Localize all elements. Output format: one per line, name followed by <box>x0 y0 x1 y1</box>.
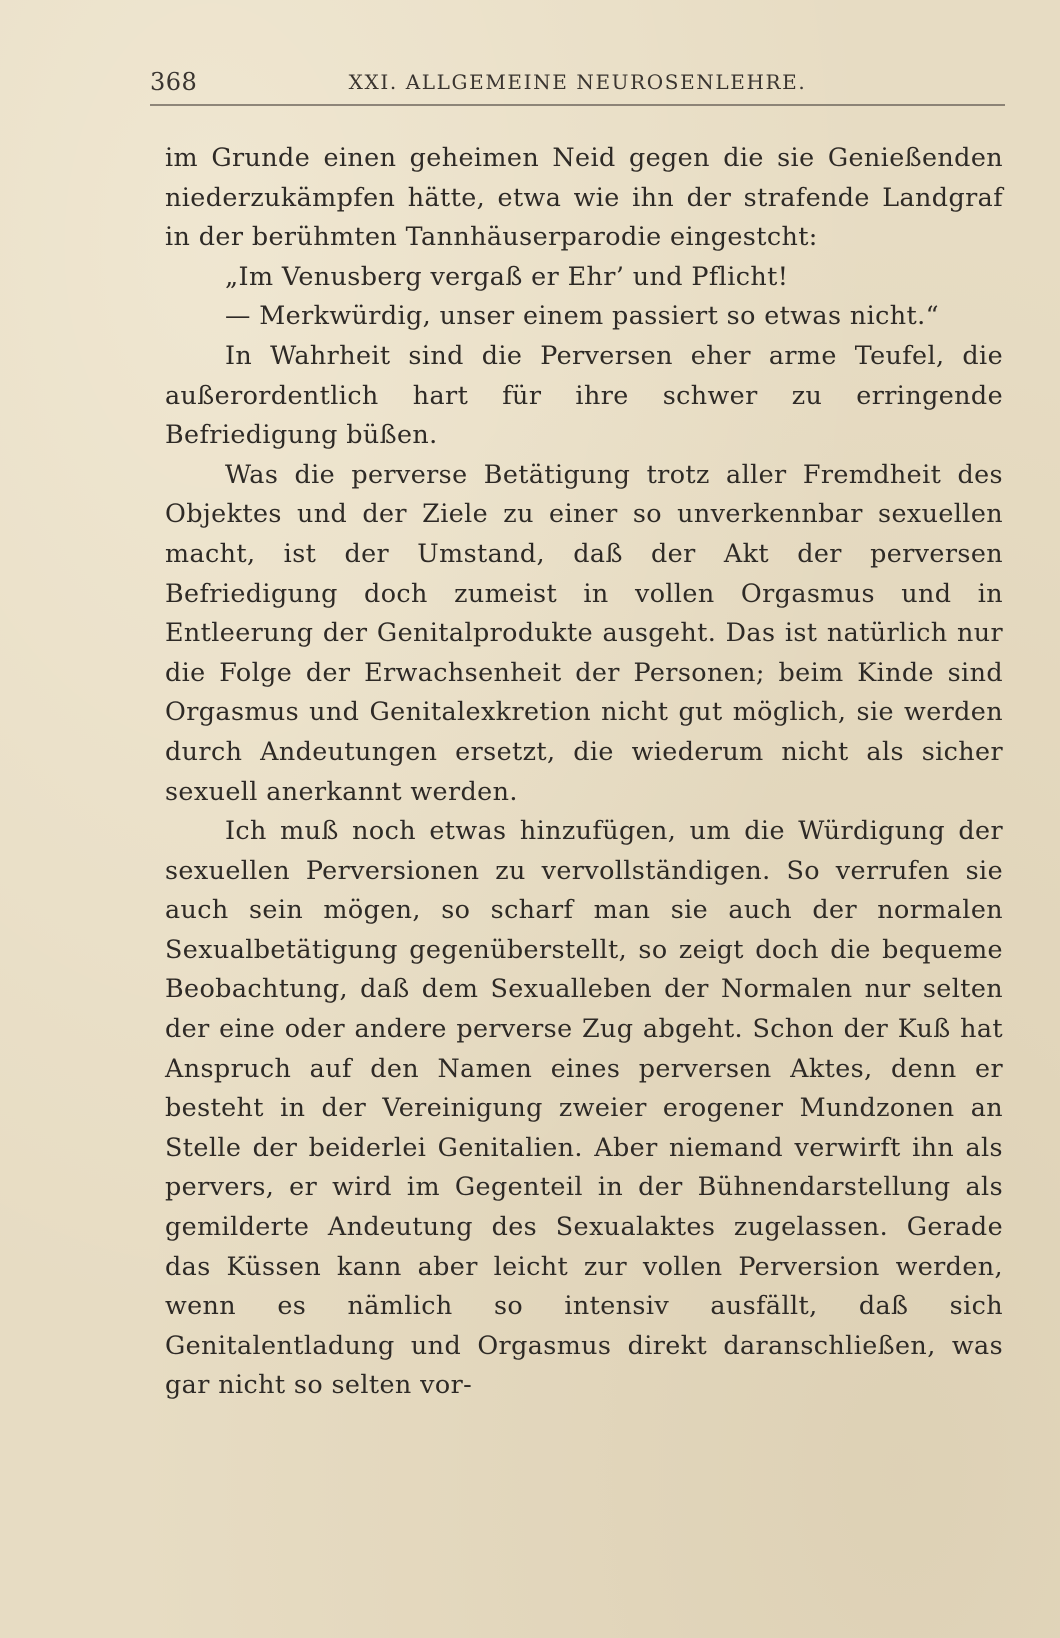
page-number: 368 <box>150 68 198 96</box>
paragraph-continuation: im Grunde einen geheimen Neid gegen die sie Genießenden niederzukämpfen hätte, etwa wie ihn der strafende Landgraf in der berühmten Tannhäuserparodie eingestcht: <box>165 142 1003 252</box>
paragraph: Ich muß noch etwas hinzufügen, um die Würdigung der sexuellen Perversionen zu vervollständigen. So verrufen sie auch sein mögen, so scharf man sie auch der normalen Sexualbetätigung gegenüberstellt, so zeigt doch die bequeme Beobachtung, daß dem Sexualleben der Normalen nur selten der eine oder andere perverse Zug abgeht. Schon der Kuß hat Anspruch auf den Namen eines perversen Aktes, denn er besteht in der Vereinigung zweier erogener Mundzonen an Stelle der beiderlei Genitalien. Aber niemand verwirft ihn als pervers, er wird im Gegenteil in der Bühnendarstellung als gemilderte Andeutung des Sexualaktes zugelassen. Gerade das Küssen kann aber leicht zur vollen Perversion werden, wenn es nämlich so intensiv ausfällt, daß sich Genitalentladung und Orgasmus direkt daranschließen, was gar nicht so selten vor- <box>165 815 1003 1400</box>
header-rule <box>150 104 1005 106</box>
verse-line: — Merkwürdig, unser einem passiert so etwas nicht.“ <box>225 300 939 331</box>
chapter-title: XXI. ALLGEMEINE NEUROSENLEHRE. <box>348 70 807 94</box>
body-text <box>165 138 1003 1405</box>
paragraph: In Wahrheit sind die Perversen eher arme Teufel, die außerordentlich hart für ihre schwer zu erringende Befriedigung büßen. <box>165 339 1003 450</box>
paragraph: Was die perverse Betätigung trotz aller Fremdheit des Objektes und der Ziele zu einer so unverkennbar sexuellen macht, ist der Umstand, daß der Akt der perversen Befriedigung doch zumeist in vollen Orgasmus und in Entleerung der Genitalprodukte ausgeht. Das ist natürlich nur die Folge der Erwachsenheit der Personen; beim Kinde sind Orgasmus und Genitalexkretion nicht gut möglich, sie werden durch Andeutungen ersetzt, die wiederum nicht als sicher sexuell anerkannt werden. <box>165 458 1003 806</box>
running-head <box>150 68 1005 108</box>
verse-line: „Im Venusberg vergaß er Ehr’ und Pflicht! <box>225 260 789 291</box>
